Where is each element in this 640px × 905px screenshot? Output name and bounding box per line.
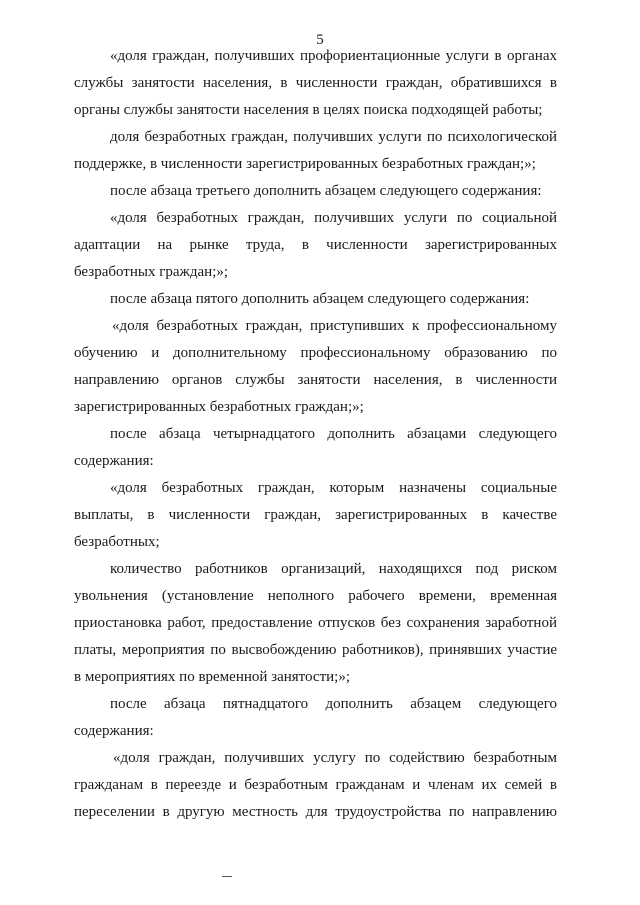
paragraph-line: в мероприятиях по временной занятости;»; — [74, 669, 350, 685]
paragraph-line: безработных граждан;»; — [74, 264, 229, 280]
paragraph-line: органы службы занятости населения в целях поиска подходящей работы; — [74, 102, 543, 118]
paragraph-line: после абзаца пятого дополнить абзацем следующего содержания: — [110, 291, 530, 307]
scan-mark — [222, 876, 232, 877]
paragraph-line: зарегистрированных безработных граждан;»; — [74, 399, 364, 415]
paragraph-line: выплаты, в численности граждан, зарегистрированных в качестве — [74, 507, 557, 523]
paragraph-line: службы занятости населения, в численности граждан, обратившихся в — [74, 75, 557, 91]
paragraph-line: платы, мероприятия по высвобождению работников), принявших участие — [74, 642, 557, 658]
paragraph-line: содержания: — [74, 723, 154, 739]
paragraph-line: адаптации на рынке труда, в численности зарегистрированных — [74, 237, 557, 253]
paragraph-line: безработных; — [74, 534, 160, 550]
paragraph-line: поддержке, в численности зарегистрированных безработных граждан;»; — [74, 156, 536, 172]
paragraph-line: «доля безработных граждан, приступивших к профессиональному — [112, 318, 557, 334]
paragraph-line: «доля безработных граждан, получивших услуги по социальной — [110, 210, 557, 226]
paragraph-line: направлению органов службы занятости населения, в численности — [74, 372, 557, 388]
paragraph-line: гражданам в переезде и безработным гражданам и членам их семей в — [74, 777, 557, 793]
paragraph-line: «доля безработных граждан, которым назначены социальные — [110, 480, 557, 496]
paragraph-line: переселении в другую местность для трудоустройства по направлению — [74, 804, 557, 820]
paragraph-line: доля безработных граждан, получивших услуги по психологической — [110, 129, 557, 145]
paragraph-line: содержания: — [74, 453, 154, 469]
paragraph-line: после абзаца четырнадцатого дополнить абзацами следующего — [110, 426, 557, 442]
page-number: 5 — [316, 32, 324, 48]
paragraph-line: «доля граждан, получивших услугу по содействию безработным — [113, 750, 557, 766]
paragraph-line: количество работников организаций, находящихся под риском — [110, 561, 557, 577]
paragraph-line: увольнения (установление неполного рабочего времени, временная — [74, 588, 557, 604]
paragraph-line: обучению и дополнительному профессиональному образованию по — [74, 345, 557, 361]
paragraph-line: приостановка работ, предоставление отпусков без сохранения заработной — [74, 615, 557, 631]
paragraph-line: после абзаца третьего дополнить абзацем следующего содержания: — [110, 183, 542, 199]
paragraph-line: после абзаца пятнадцатого дополнить абзацем следующего — [110, 696, 557, 712]
paragraph-line: «доля граждан, получивших профориентационные услуги в органах — [110, 48, 557, 64]
